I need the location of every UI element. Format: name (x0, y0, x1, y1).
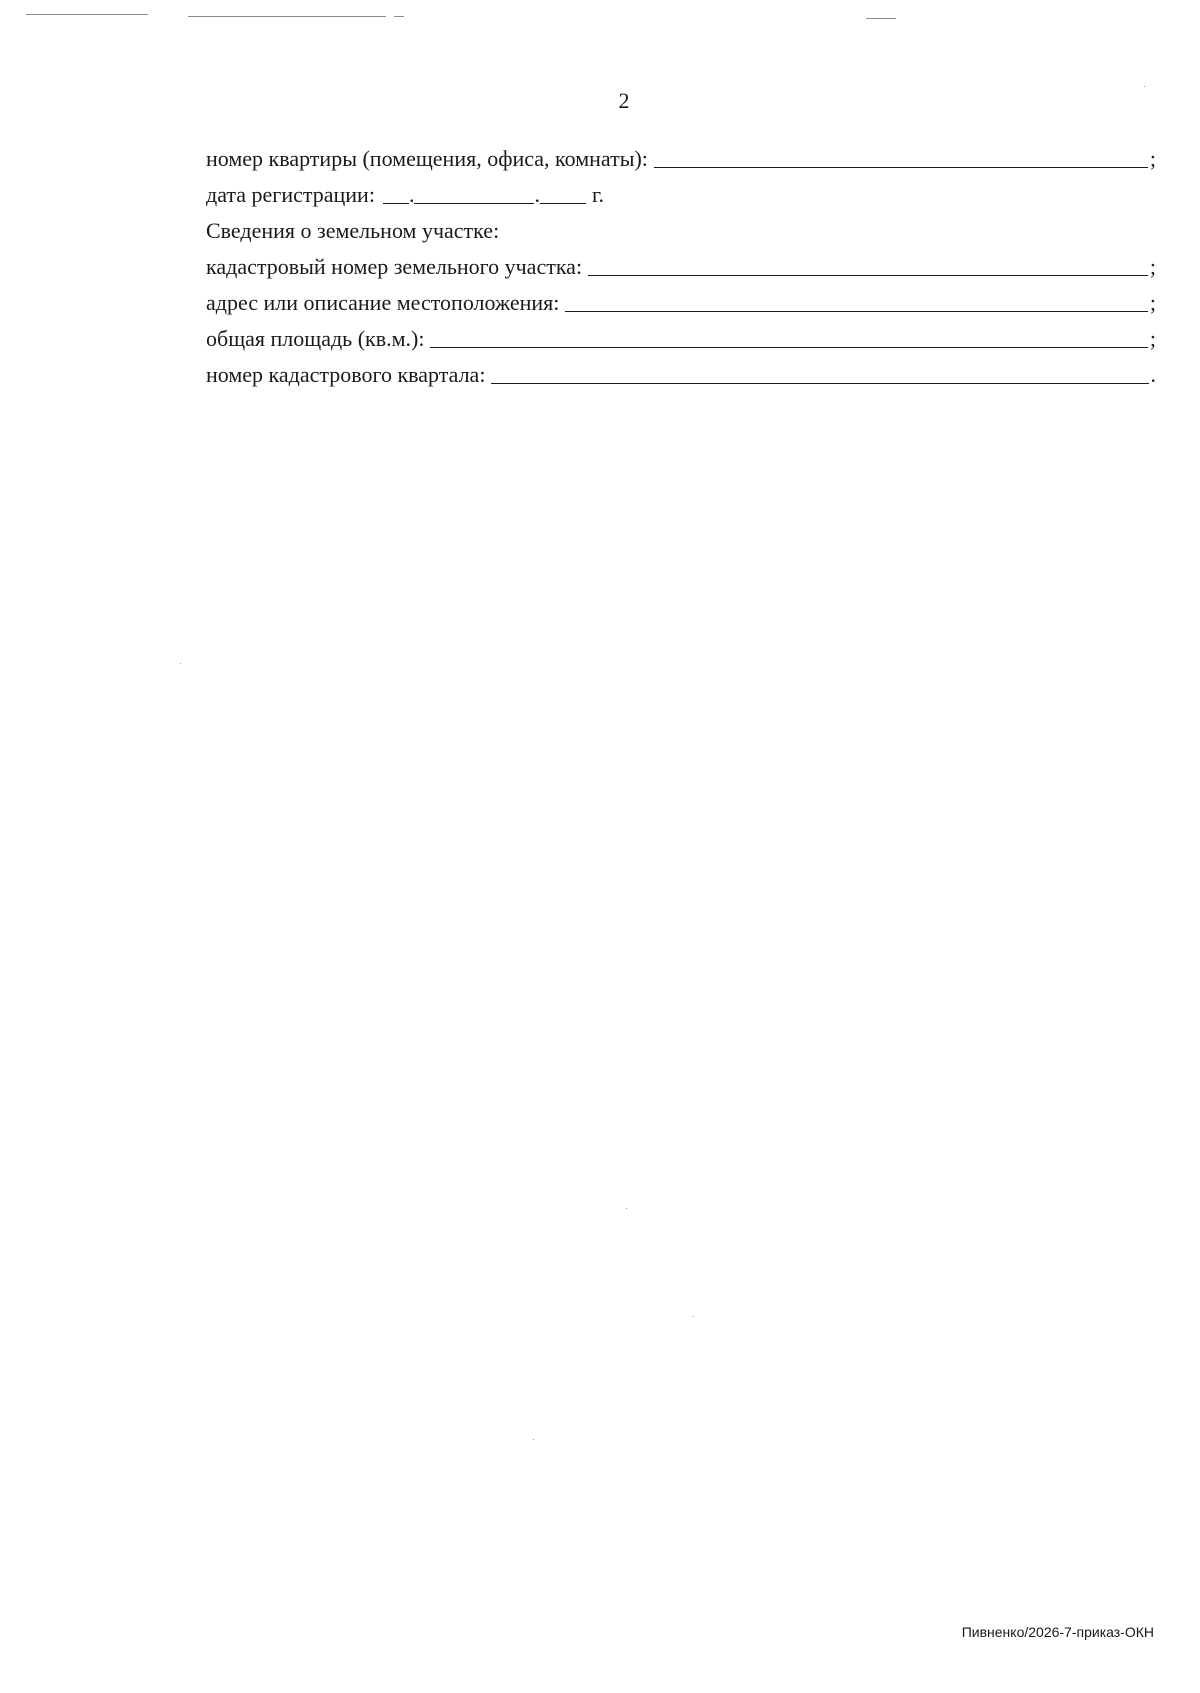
area-end: ; (1149, 326, 1156, 351)
scan-artifact-line (866, 18, 896, 19)
scan-speck (1144, 86, 1145, 87)
scan-artifact-line (188, 16, 386, 17)
scan-speck (693, 1316, 694, 1317)
apartment-blank[interactable] (654, 166, 1148, 168)
land-heading-line (206, 208, 1156, 244)
form-body (206, 136, 1156, 388)
address-label: адрес или описание местоположения: (206, 290, 560, 315)
area-label: общая площадь (кв.м.): (206, 326, 425, 351)
registration-date-line (206, 172, 1156, 208)
registration-suffix: г. (591, 182, 604, 207)
cadastral-label: кадастровый номер земельного участка: (206, 254, 583, 279)
registration-year-blank[interactable] (540, 202, 586, 204)
registration-dot: . (534, 182, 540, 207)
area-blank[interactable] (430, 346, 1147, 348)
registration-dot: . (408, 182, 415, 207)
scan-speck (180, 663, 181, 664)
scan-speck (533, 1439, 534, 1440)
land-heading: Сведения о земельном участке: (206, 218, 500, 243)
cadastral-end: ; (1149, 254, 1156, 279)
quarter-line (206, 352, 1156, 388)
apartment-line (206, 136, 1156, 172)
page-number: 2 (618, 88, 630, 113)
registration-label: дата регистрации: (206, 182, 375, 207)
scan-artifact-line (394, 16, 404, 17)
address-blank[interactable] (565, 310, 1147, 312)
quarter-label: номер кадастрового квартала: (206, 362, 486, 387)
quarter-blank[interactable] (491, 382, 1148, 384)
registration-day-blank[interactable] (383, 202, 409, 204)
apartment-label: номер квартиры (помещения, офиса, комнаты): (206, 146, 648, 171)
document-footer-code: Пивненко/2026-7-приказ-ОКН (961, 1624, 1154, 1640)
scan-speck (626, 1208, 627, 1209)
scan-artifact-line (26, 14, 148, 15)
address-line (206, 280, 1156, 316)
address-end: ; (1149, 290, 1156, 315)
apartment-end: ; (1149, 146, 1156, 171)
area-line (206, 316, 1156, 352)
registration-month-blank[interactable] (414, 202, 534, 204)
quarter-end: . (1150, 362, 1156, 387)
cadastral-line (206, 244, 1156, 280)
cadastral-blank[interactable] (588, 274, 1148, 276)
